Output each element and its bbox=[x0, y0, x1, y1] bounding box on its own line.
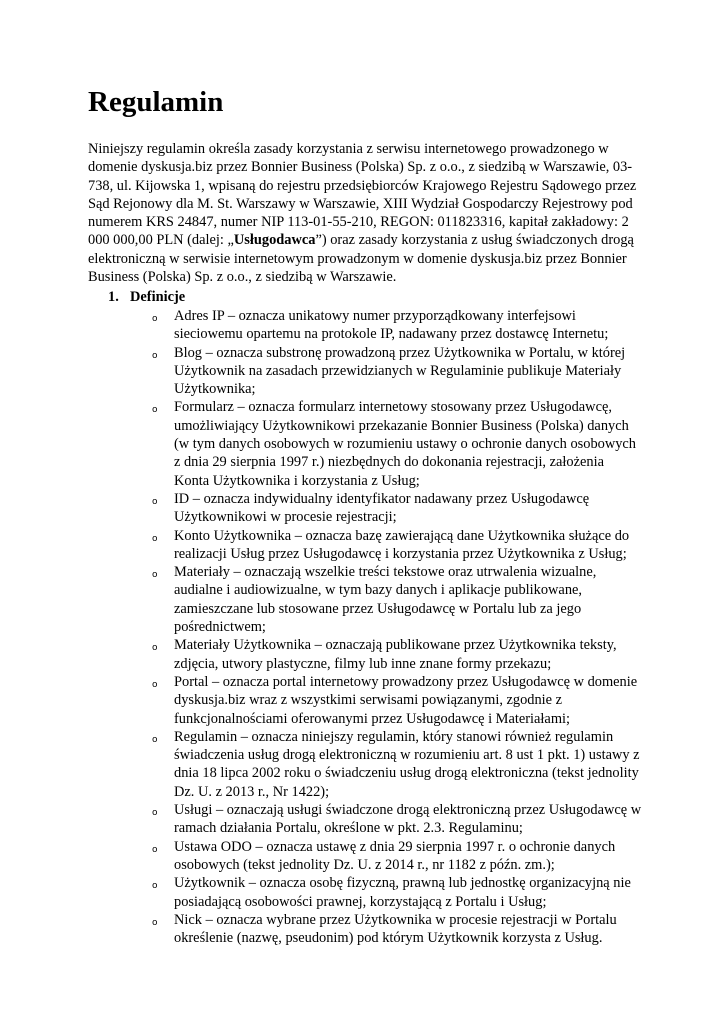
definition-item bbox=[152, 527, 642, 564]
definition-item bbox=[152, 911, 642, 948]
definition-text: Konto Użytkownika – oznacza bazę zawierającą dane Użytkownika służące do realizacji Usług przez Usługodawcę i korzystania przez Użytkownika z Usług; bbox=[174, 527, 630, 562]
definition-text: ID – oznacza indywidualny identyfikator nadawany przez Usługodawcę Użytkownikowi w procesie rejestracji; bbox=[174, 490, 590, 526]
definition-text: Adres IP – oznacza unikatowy numer przyporządkowany interfejsowi sieciowemu opartemu na protokole IP, nadawany przez dostawcę Internetu; bbox=[174, 308, 609, 343]
bullet-icon: o bbox=[152, 570, 158, 581]
intro-bold-term: Usługodawca bbox=[233, 232, 316, 249]
definition-item bbox=[152, 636, 642, 673]
definition-text: Formularz – oznacza formularz internetowy stosowany przez Usługodawcę, umożliwiający Użytkownikowi przekazanie Bonnier Business (Polska) danych (w tym danych osobowych w rozumieniu ustawy o ochronie danych osobowych z dnia 29 sierpnia 1997 r.) niezbędnych do dokonania rejestracji, założenia Konta Użytkownika i korzystania z Usług; bbox=[174, 399, 637, 489]
bullet-icon: o bbox=[152, 314, 158, 324]
definition-item bbox=[152, 490, 642, 527]
definition-item bbox=[152, 344, 642, 399]
bullet-icon: o bbox=[152, 405, 158, 416]
definition-text: Ustawa ODO – oznacza ustawę z dnia 29 sierpnia 1997 r. o ochronie danych osobowych (tekst jednolity Dz. U. z 2014 r., nr 1182 z późn. zm.); bbox=[174, 838, 616, 873]
definition-text: Regulamin – oznacza niniejszy regulamin, który stanowi również regulamin świadczenia usług drogą elektroniczną w rozumieniu art. 8 ust 1 pkt. 1) ustawy z dnia 18 lipca 2002 roku o świadczeniu usług drogą elektroniczna (tekst jednolity Dz. U. z 2013 r., Nr 1422); bbox=[174, 728, 640, 800]
section-number: 1. bbox=[108, 289, 119, 305]
bullet-icon: o bbox=[152, 679, 158, 690]
bullet-icon: o bbox=[152, 734, 158, 745]
bullet-icon: o bbox=[152, 643, 158, 654]
definition-item bbox=[152, 728, 642, 801]
bullet-icon: o bbox=[152, 496, 158, 507]
intro-text-before: Niniejszy regulamin określa zasady korzystania z serwisu internetowego prowadzonego w domenie dyskusja.biz przez Bonnier Business (Polska) Sp. z o.o., z siedzibą w Warszawie, 03-738, ul. Kijowska 1, wpisaną do rejestru przedsiębiorców Krajowego Rejestru Sądowego przez Sąd Rejonowy dla M. St. Warszawy w Warszawie, XIII Wydział Gospodarczy Rejestrowy pod numerem KRS 24847, numer NIP 113-01-55-210, REGON: 011823316, kapitał zakładowy: 2 000 000,00 PLN (dalej: „ bbox=[88, 141, 637, 249]
section-title: Definicje bbox=[130, 289, 186, 305]
definition-text: Materiały – oznaczają wszelkie treści tekstowe oraz utrwalenia wizualne, audialne i audiowizualne, w tym bazy danych i aplikacje publikowane, zamieszczane lub stosowane przez Usługodawcę w Portalu lub za jego pośrednictwem; bbox=[174, 564, 597, 636]
definition-item bbox=[152, 673, 642, 728]
intro-paragraph bbox=[88, 140, 648, 286]
definition-item bbox=[152, 563, 642, 636]
definition-text: Usługi – oznaczają usługi świadczone drogą elektroniczną przez Usługodawcę w ramach działania Portalu, określone w pkt. 2.3. Regulaminu; bbox=[174, 802, 642, 837]
definition-item bbox=[152, 838, 642, 875]
definition-text: Nick – oznacza wybrane przez Użytkownika w procesie rejestracji w Portalu określenie (nazwę, pseudonim) pod którym Użytkownik korzysta z Usług. bbox=[174, 911, 617, 947]
definitions-list bbox=[152, 307, 642, 947]
intro-text-after: ”) oraz zasady korzystania z usług świadczonych drogą elektroniczną w serwisie internetowym prowadzonym w domenie dyskusja.biz przez Bonnier Business (Polska) Sp. z o.o., z siedzibą w Warszawie. bbox=[88, 232, 634, 286]
bullet-icon: o bbox=[152, 844, 158, 855]
definition-text: Materiały Użytkownika – oznaczają publikowane przez Użytkownika teksty, zdjęcia, utwory plastyczne, filmy lub inne znane formy przekazu; bbox=[174, 637, 617, 672]
bullet-icon: o bbox=[152, 533, 158, 544]
definition-text: Portal – oznacza portal internetowy prowadzony przez Usługodawcę w domenie dyskusja.biz wraz z wszystkimi serwisami powiązanymi, zgodnie z funkcjonalnościami oferowanymi przez Usługodawcę i Materiałami; bbox=[174, 673, 638, 727]
document-title: Regulamin bbox=[88, 86, 224, 118]
definition-item bbox=[152, 307, 642, 344]
bullet-icon: o bbox=[152, 808, 158, 819]
bullet-icon: o bbox=[152, 881, 158, 892]
definition-text: Użytkownik – oznacza osobę fizyczną, prawną lub jednostkę organizacyjną nie posiadającą osobowości prawnej, korzystającą z Portalu i Usług; bbox=[174, 875, 631, 910]
section-heading bbox=[108, 288, 185, 306]
definition-item bbox=[152, 801, 642, 838]
definition-item bbox=[152, 874, 642, 911]
definition-text: Blog – oznacza substronę prowadzoną przez Użytkownika w Portalu, w której Użytkownik na zasadach przewidzianych w Regulaminie publikuje Materiały Użytkownika; bbox=[174, 344, 626, 398]
definition-item bbox=[152, 398, 642, 489]
bullet-icon: o bbox=[152, 917, 158, 928]
bullet-icon: o bbox=[152, 350, 158, 361]
